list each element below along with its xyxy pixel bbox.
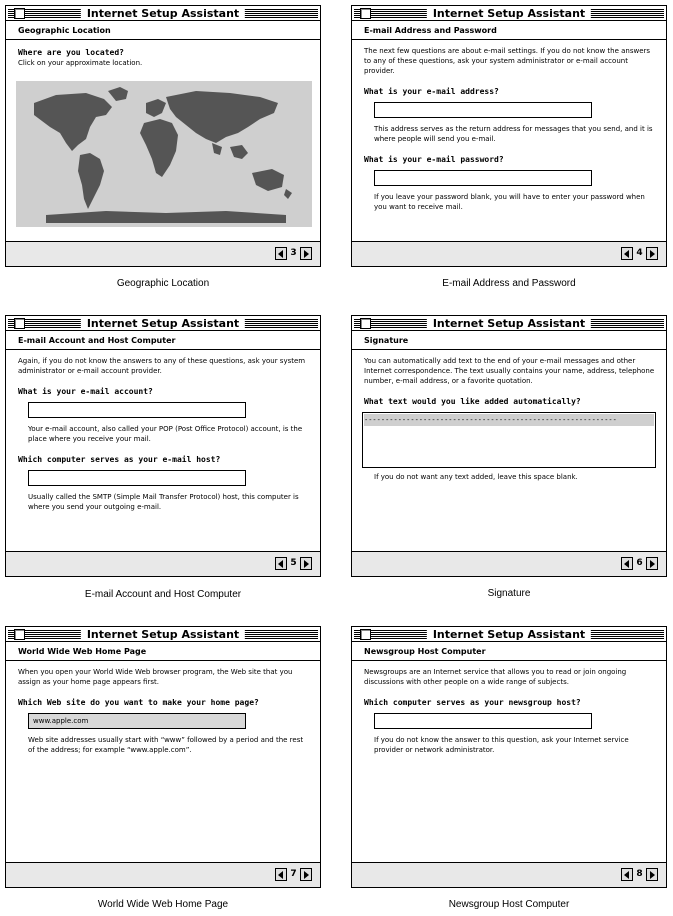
email-password-field[interactable] bbox=[374, 170, 592, 186]
close-box[interactable] bbox=[360, 318, 371, 329]
question-email-host: Which computer serves as your e-mail host? bbox=[18, 455, 221, 464]
email-host-field[interactable] bbox=[28, 470, 246, 486]
window-title: Internet Setup Assistant bbox=[81, 7, 245, 20]
navigation-footer bbox=[6, 862, 320, 887]
window-title: Internet Setup Assistant bbox=[81, 317, 245, 330]
next-page-button[interactable] bbox=[300, 247, 312, 260]
help-text: If you leave your password blank, you will have to enter your password when you want to receive mail. bbox=[374, 193, 645, 211]
previous-page-button[interactable] bbox=[275, 868, 287, 881]
question-signature: What text would you like added automatically? bbox=[364, 397, 581, 406]
close-box[interactable] bbox=[360, 8, 371, 19]
page-number: 4 bbox=[636, 248, 643, 258]
section-title: Signature bbox=[352, 332, 666, 350]
window-title: Internet Setup Assistant bbox=[427, 7, 591, 20]
help-text: If you do not know the answer to this question, ask your Internet service provider or network administrator. bbox=[374, 736, 629, 754]
setup-window-email-account bbox=[5, 315, 321, 577]
intro-text: Again, if you do not know the answers to any of these questions, ask your system administrator or e-mail account provider. bbox=[18, 357, 306, 375]
home-page-field[interactable]: www.apple.com bbox=[28, 713, 246, 729]
next-page-button[interactable] bbox=[300, 557, 312, 570]
setup-window-email-address bbox=[351, 5, 667, 267]
intro-text: You can automatically add text to the end of your e-mail messages and other Internet correspondence. The text usually contains your name, address, telephone number, e-mail address, or a favorite quotation. bbox=[364, 357, 655, 385]
page-number: 3 bbox=[290, 248, 297, 258]
next-page-button[interactable] bbox=[646, 868, 658, 881]
close-box[interactable] bbox=[14, 8, 25, 19]
help-text: Web site addresses usually start with “www” followed by a period and the rest of the address; for example “www.apple.com”. bbox=[28, 736, 304, 754]
close-box[interactable] bbox=[14, 318, 25, 329]
help-text: Your e-mail account, also called your POP (Post Office Protocol) account, is the place where you receive your mail. bbox=[28, 425, 303, 443]
help-text: Usually called the SMTP (Simple Mail Transfer Protocol) host, this computer is where you send your outgoing e-mail. bbox=[28, 493, 299, 511]
caption-signature: Signature bbox=[487, 588, 531, 599]
previous-page-button[interactable] bbox=[621, 247, 633, 260]
caption-email-account: E-mail Account and Host Computer bbox=[84, 589, 242, 600]
question-home-page: Which Web site do you want to make your home page? bbox=[18, 698, 259, 707]
next-page-button[interactable] bbox=[646, 247, 658, 260]
intro-text: When you open your World Wide Web browser program, the Web site that you assign as your home page appears first. bbox=[18, 668, 293, 686]
question-email-address: What is your e-mail address? bbox=[364, 87, 499, 96]
setup-window-newsgroup-host bbox=[351, 626, 667, 888]
question-email-password: What is your e-mail password? bbox=[364, 155, 504, 164]
close-box[interactable] bbox=[14, 629, 25, 640]
prompt-text: Click on your approximate location. bbox=[18, 59, 143, 67]
window-title: Internet Setup Assistant bbox=[427, 628, 591, 641]
help-text: If you do not want any text added, leave this space blank. bbox=[374, 473, 578, 481]
section-title: E-mail Address and Password bbox=[352, 22, 666, 40]
newsgroup-host-field[interactable] bbox=[374, 713, 592, 729]
page-number: 6 bbox=[636, 558, 643, 568]
question-newsgroup-host: Which computer serves as your newsgroup host? bbox=[364, 698, 581, 707]
section-title: Geographic Location bbox=[6, 22, 320, 40]
next-page-button[interactable] bbox=[300, 868, 312, 881]
help-text: This address serves as the return address for messages that you send, and it is where people will send you e-mail. bbox=[374, 125, 653, 143]
previous-page-button[interactable] bbox=[621, 557, 633, 570]
navigation-footer bbox=[352, 862, 666, 887]
signature-text-area[interactable] bbox=[362, 412, 656, 468]
previous-page-button[interactable] bbox=[275, 247, 287, 260]
caption-home-page: World Wide Web Home Page bbox=[97, 899, 229, 910]
window-title: Internet Setup Assistant bbox=[427, 317, 591, 330]
navigation-footer bbox=[352, 241, 666, 266]
email-account-field[interactable] bbox=[28, 402, 246, 418]
setup-window-signature bbox=[351, 315, 667, 577]
question-email-account: What is your e-mail account? bbox=[18, 387, 153, 396]
signature-text: ------------------------------------------------------------ bbox=[364, 414, 654, 426]
section-title: World Wide Web Home Page bbox=[6, 643, 320, 661]
page-number: 8 bbox=[636, 869, 643, 879]
next-page-button[interactable] bbox=[646, 557, 658, 570]
setup-window-geographic-location bbox=[5, 5, 321, 267]
intro-text: Newsgroups are an Internet service that allows you to read or join ongoing discussions with other people on a wide range of subjects. bbox=[364, 668, 627, 686]
close-box[interactable] bbox=[360, 629, 371, 640]
page-number: 5 bbox=[290, 558, 297, 568]
previous-page-button[interactable] bbox=[275, 557, 287, 570]
previous-page-button[interactable] bbox=[621, 868, 633, 881]
intro-text: The next few questions are about e-mail settings. If you do not know the answers to any of these questions, ask your system administrator or e-mail account provider. bbox=[364, 47, 651, 75]
caption-newsgroup-host: Newsgroup Host Computer bbox=[448, 899, 570, 910]
caption-email-address: E-mail Address and Password bbox=[442, 278, 576, 289]
navigation-footer bbox=[6, 241, 320, 266]
window-title: Internet Setup Assistant bbox=[81, 628, 245, 641]
email-address-field[interactable] bbox=[374, 102, 592, 118]
section-title: E-mail Account and Host Computer bbox=[6, 332, 320, 350]
navigation-footer bbox=[6, 551, 320, 576]
navigation-footer bbox=[352, 551, 666, 576]
page-number: 7 bbox=[290, 869, 297, 879]
section-title: Newsgroup Host Computer bbox=[352, 643, 666, 661]
question-label: Where are you located? bbox=[18, 48, 124, 57]
setup-window-home-page bbox=[5, 626, 321, 888]
caption-geographic-location: Geographic Location bbox=[116, 278, 210, 289]
world-map[interactable] bbox=[16, 81, 312, 227]
